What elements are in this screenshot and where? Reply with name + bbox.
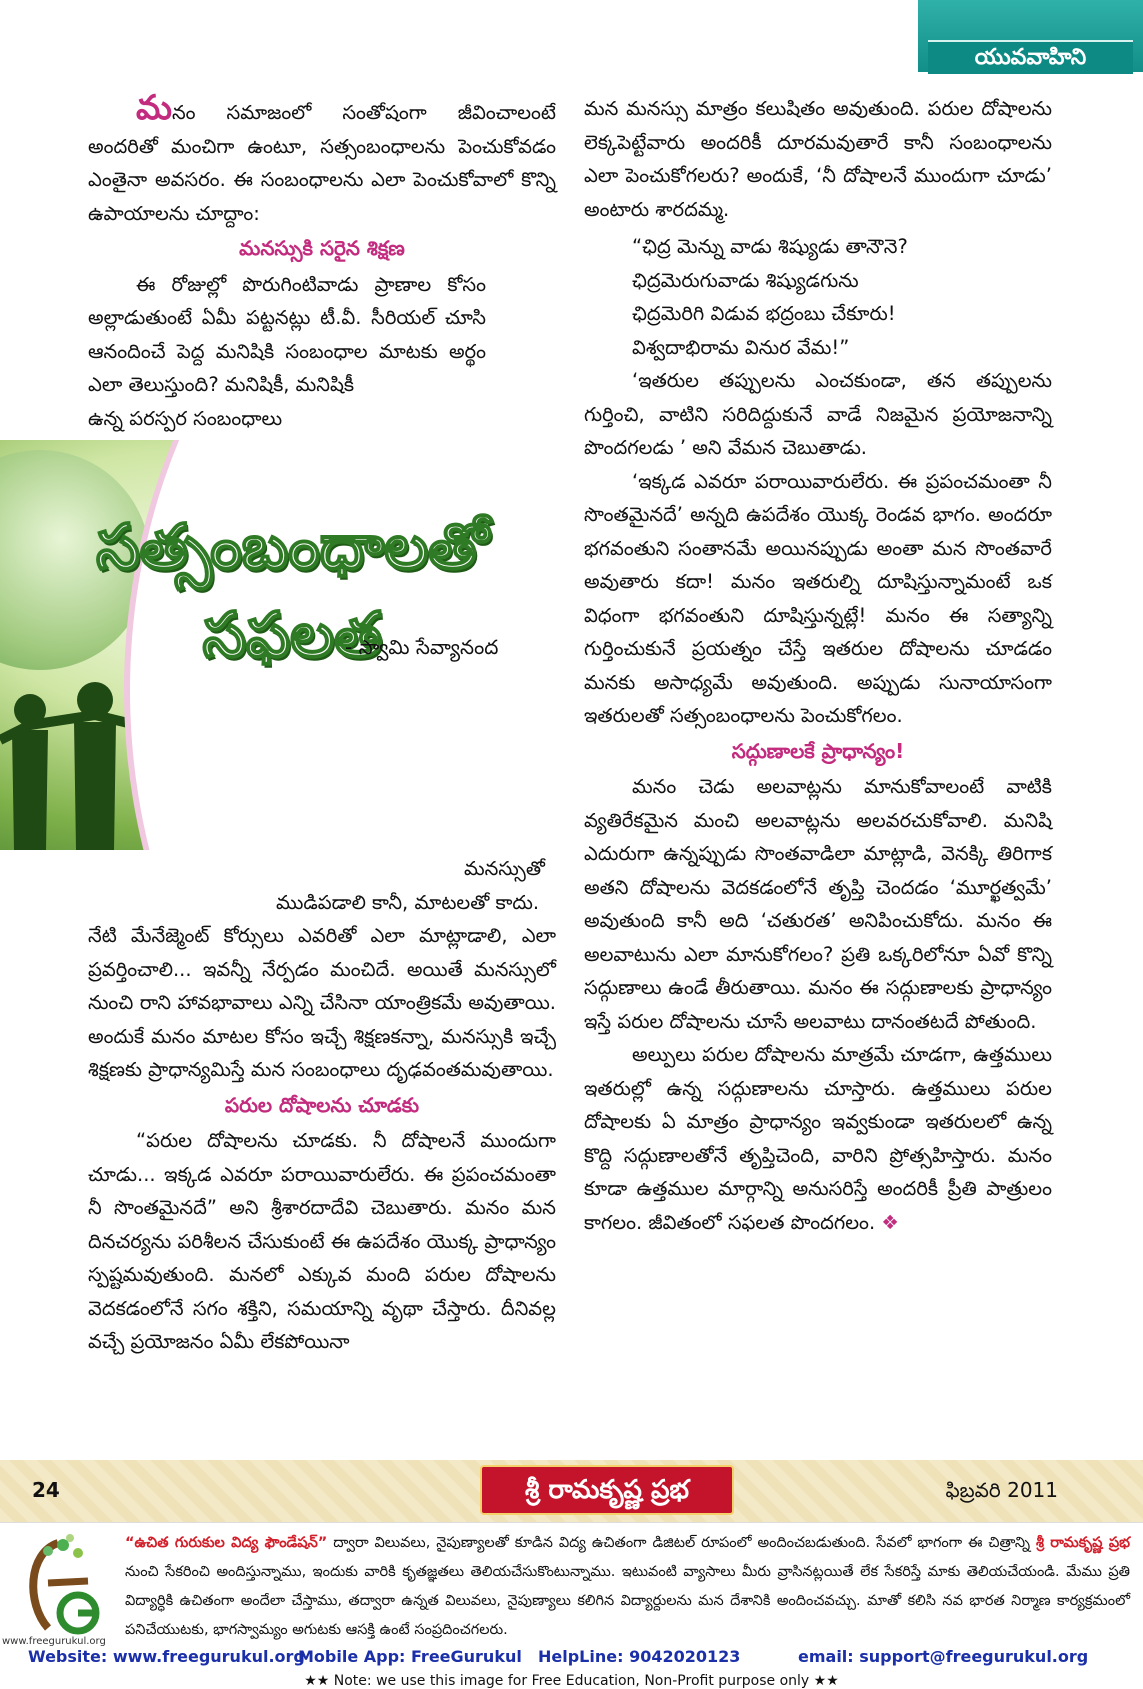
paragraph-neighbour: ఈ రోజుల్లో పొరుగింటివాడు ప్రాణాల కోసం అల్లాడుతుంటే ఏమీ పట్టనట్లు టీ.వీ. సీరియల్ చూసి ఆనందించే పెద్ద మనిషికి సంబంధాల మాటకు అర్థం ఎలా తెలుస్తుంది? మనిషికీ, మనిషికీ <box>88 272 486 396</box>
article-hero-image <box>0 440 575 850</box>
heading-dont-see-faults: పరుల దోషాలను చూడకు <box>224 1092 420 1117</box>
end-mark-icon: ❖ <box>881 1210 899 1234</box>
notice-brand: శ్రీ రామకృష్ణ ప్రభ <box>1035 1535 1130 1551</box>
magazine-name-badge: శ్రీ రామకృష్ణ ప్రభ <box>480 1465 734 1515</box>
helpline: HelpLine: 9042020123 <box>538 1647 741 1666</box>
email-link[interactable]: email: support@freegurukul.org <box>798 1647 1089 1666</box>
right-column <box>584 92 1052 1239</box>
freegurukul-notice <box>0 1522 1143 1689</box>
section-tab-label: యువవాహిని <box>928 40 1133 74</box>
freegurukul-logo-icon <box>18 1533 113 1643</box>
contact-row <box>28 1647 1128 1666</box>
paragraph-relations-tail: ఉన్న పరస్పర సంబంధాలు <box>88 406 283 430</box>
heading-virtues: సద్గుణాలకే ప్రాధాన్యం! <box>731 738 905 763</box>
article-title: సత్సంబంధాలతో సఫలత <box>96 510 489 671</box>
left-column-top <box>88 88 556 435</box>
mobile-app: Mobile App: FreeGurukul <box>298 1647 522 1666</box>
notice-text-part1: ద్వారా విలువలు, నైపుణ్యాలతో కూడిన విద్య ఉచితంగా డిజిటల్ రూపంలో అందించబడుతుంది. సేవలో భాగంగా ఈ చిత్రాన్ని <box>327 1535 1036 1551</box>
paragraph-noble-people <box>584 1038 1052 1239</box>
notice-text-part2: నుంచి సేకరించి అందిస్తున్నాము, ఇందుకు వారికి కృతజ్ఞతలు తెలియచేసుకొంటున్నాము. ఇటువంటి వ్యాసాలు మీరు వ్రాసినట్లయితే లేక సేకరిస్తే మాకు తెలియచేయండి. మేము ప్రతి విద్యార్ధికి ఉచితంగా అందేలా చేస్తాము, తద్వారా ఉన్నత విలువలు, నైపుణ్యాలు కలిగిన విద్యార్దులను మన దేశానికి అందించవచ్చు. మాతో కలిసి నవ భారత నిర్మాణ కార్యక్రమంలో పనిచేయుటకు, భాగస్వామ్యం అగుటకు ఆసక్తి ఉంటే సంప్రదించగలరు. <box>125 1564 1130 1638</box>
logo-caption: www.freegurukul.org <box>2 1636 106 1647</box>
poem-line: ఛిద్రమెరుగువాడు శిష్యుడగును <box>632 268 859 292</box>
website-link[interactable]: Website: www.freegurukul.org <box>28 1647 305 1666</box>
paragraph-mind-connect-a: మనస్సుతో <box>464 857 545 880</box>
disclaimer: ★★ Note: we use this image for Free Education, Non-Profit purpose only ★★ <box>304 1673 839 1689</box>
poem-line: “ఛిద్ర మెన్ను వాడు శిష్యుడు తానౌనె? <box>632 235 908 258</box>
drop-cap: మ <box>136 88 172 128</box>
paragraph-bad-habits: మనం చెడు అలవాట్లను మానుకోవాలంటే వాటికి వ్యతిరేకమైన మంచి అలవాట్లను అలవరచుకోవాలి. మనిషి ఎదురుగా ఉన్నప్పుడు సొంతవాడిలా మాట్లాడి, వెనక్కి తిరిగాక అతని దోషాలను వెదకడంలోనే తృప్తి చెందడం ‘మూర్ఖత్వమే’ అవుతుంది కానీ అది ‘చతురత’ అనిపించుకోదు. మనం ఈ అలవాటును ఎలా మానుకోగలం? ప్రతి ఒక్కరిలోనూ ఏవో కొన్ని సద్గుణాలు ఉండే తీరుతాయి. మనం ఈ సద్గుణాలకు ప్రాధాన్యం ఇస్తే పరుల దోషాలను చూసే అలవాటు దానంతటదే పోతుంది. <box>584 775 1052 1033</box>
intro-paragraph <box>88 88 556 230</box>
foundation-name: “ఉచిత గురుకుల విద్య ఫౌండేషన్” <box>125 1535 328 1551</box>
page-number: 24 <box>32 1478 60 1502</box>
notice-text <box>125 1529 1130 1645</box>
left-column-bottom <box>88 852 556 1359</box>
intro-text: నం సమాజంలో సంతోషంగా జీవించాలంటే అందరితో మంచిగా ఉంటూ, సత్సంబంధాలను పెంచుకోవడం ఎంతైనా అవసరం. ఈ సంబంధాలను ఎలా పెంచుకోవాలో కొన్ని ఉపాయాలను చూద్దాం: <box>88 101 556 225</box>
vemana-poem <box>584 230 1052 364</box>
section-tab <box>918 0 1143 72</box>
paragraph-sarada-devi: “పరుల దోషాలను చూడకు. నీ దోషాలనే ముందుగా చూడు... ఇక్కడ ఎవరూ పరాయివారులేరు. ఈ ప్రపంచమంతా నీ సొంతమైనదే” అని శ్రీశారదాదేవి చెబుతారు. మనం మన దినచర్యను పరిశీలన చేసుకుంటే ఈ ఉపదేశం యొక్క ప్రాధాన్యం స్పష్టమవుతుంది. మనలో ఎక్కువ మంది పరుల దోషాలను వెదకడంలోనే సగం శక్తిని, సమయాన్ని వృథా చేస్తారు. దీనివల్ల వచ్చే ప్రయోజనం ఏమీ లేకపోయినా <box>88 1129 556 1353</box>
paragraph-mind-connect-b: ముడిపడాలి కానీ, మాటలతో కాదు. <box>276 890 540 914</box>
paragraph-vemana: ‘ఇతరుల తప్పులను ఎంచకుండా, తన తప్పులను గుర్తించి, వాటిని సరిదిద్దుకునే వాడే నిజమైన ప్రయోజనాన్ని పొందగలడు ’ అని వేమన చెబుతాడు. <box>584 369 1052 459</box>
paragraph-world-own: ‘ఇక్కడ ఎవరూ పరాయివారులేరు. ఈ ప్రపంచమంతా నీ సొంతమైనదే’ అన్నది ఉపదేశం యొక్క రెండవ భాగం. అందరూ భగవంతుని సంతానమే అయినప్పుడు అంతా మన సొంతవారే అవుతారు కదా! మనం ఇతరుల్ని దూషిస్తున్నామంటే ఒక విధంగా భగవంతుని దూషిస్తున్నట్లే! మనం ఈ సత్యాన్ని గుర్తించుకునే ప్రయత్నం చేస్తే ఇతరుల దోషాలను చూడడం మనకు అసాధ్యమే అవుతుంది. అప్పుడు సునాయాసంగా ఇతరులతో సత్సంబంధాలను పెంచుకోగలం. <box>584 469 1052 727</box>
closing-text: అల్పులు పరుల దోషాలను మాత్రమే చూడగా, ఉత్తములు ఇతరుల్లో ఉన్న సద్గుణాలను చూస్తారు. ఉత్తములు పరుల దోషాలకు ఏ మాత్రం ప్రాధాన్యం ఇవ్వకుండా ఇతరులలో ఉన్న కొద్ది సద్గుణాలతోనే తృప్తిచెంది, వారిని ప్రోత్సహిస్తారు. మనం కూడా ఉత్తముల మార్గాన్ని అనుసరిస్తే అందరికీ ప్రీతి పాత్రులం కాగలం. జీవితంలో సఫలత పొందగలం. <box>584 1043 1052 1234</box>
poem-line: విశ్వదాభిరామ వినుర వేమ!” <box>632 335 850 359</box>
paragraph-management: నేటి మేనేజ్మెంట్ కోర్సులు ఎవరితో ఎలా మాట్లాడాలి, ఎలా ప్రవర్తించాలి... ఇవన్నీ నేర్పడం మంచిదే. అయితే మనస్సులో నుంచి రాని హావభావాలు ఎన్ని చేసినా యాంత్రికమే అవుతాయి. అందుకే మనం మాటల కోసం ఇచ్చే శిక్షణకన్నా, మనస్సుకి ఇచ్చే శిక్షణకు ప్రాధాన్యమిస్తే మన సంబంధాలు దృఢవంతమవుతాయి. <box>88 924 556 1081</box>
article-author: - స్వామి సేవ్యానంద <box>345 635 499 659</box>
heading-mind-training: మనస్సుకి సరైన శిక్షణ <box>239 236 405 260</box>
paragraph-mind-polluted: మన మనస్సు మాత్రం కలుషితం అవుతుంది. పరుల దోషాలను లెక్కపెట్టేవారు అందరికీ దూరమవుతారే కానీ సంబంధాలను ఎలా పెంచుకోగలరు? అందుకే, ‘నీ దోషాలనే ముందుగా చూడు’ అంటారు శారదమ్మ. <box>584 97 1052 221</box>
issue-date: ఫిబ్రవరి 2011 <box>945 1478 1058 1502</box>
poem-line: ఛిద్రమెరిగి విడువ భద్రంబు చేకూరు! <box>632 302 896 325</box>
